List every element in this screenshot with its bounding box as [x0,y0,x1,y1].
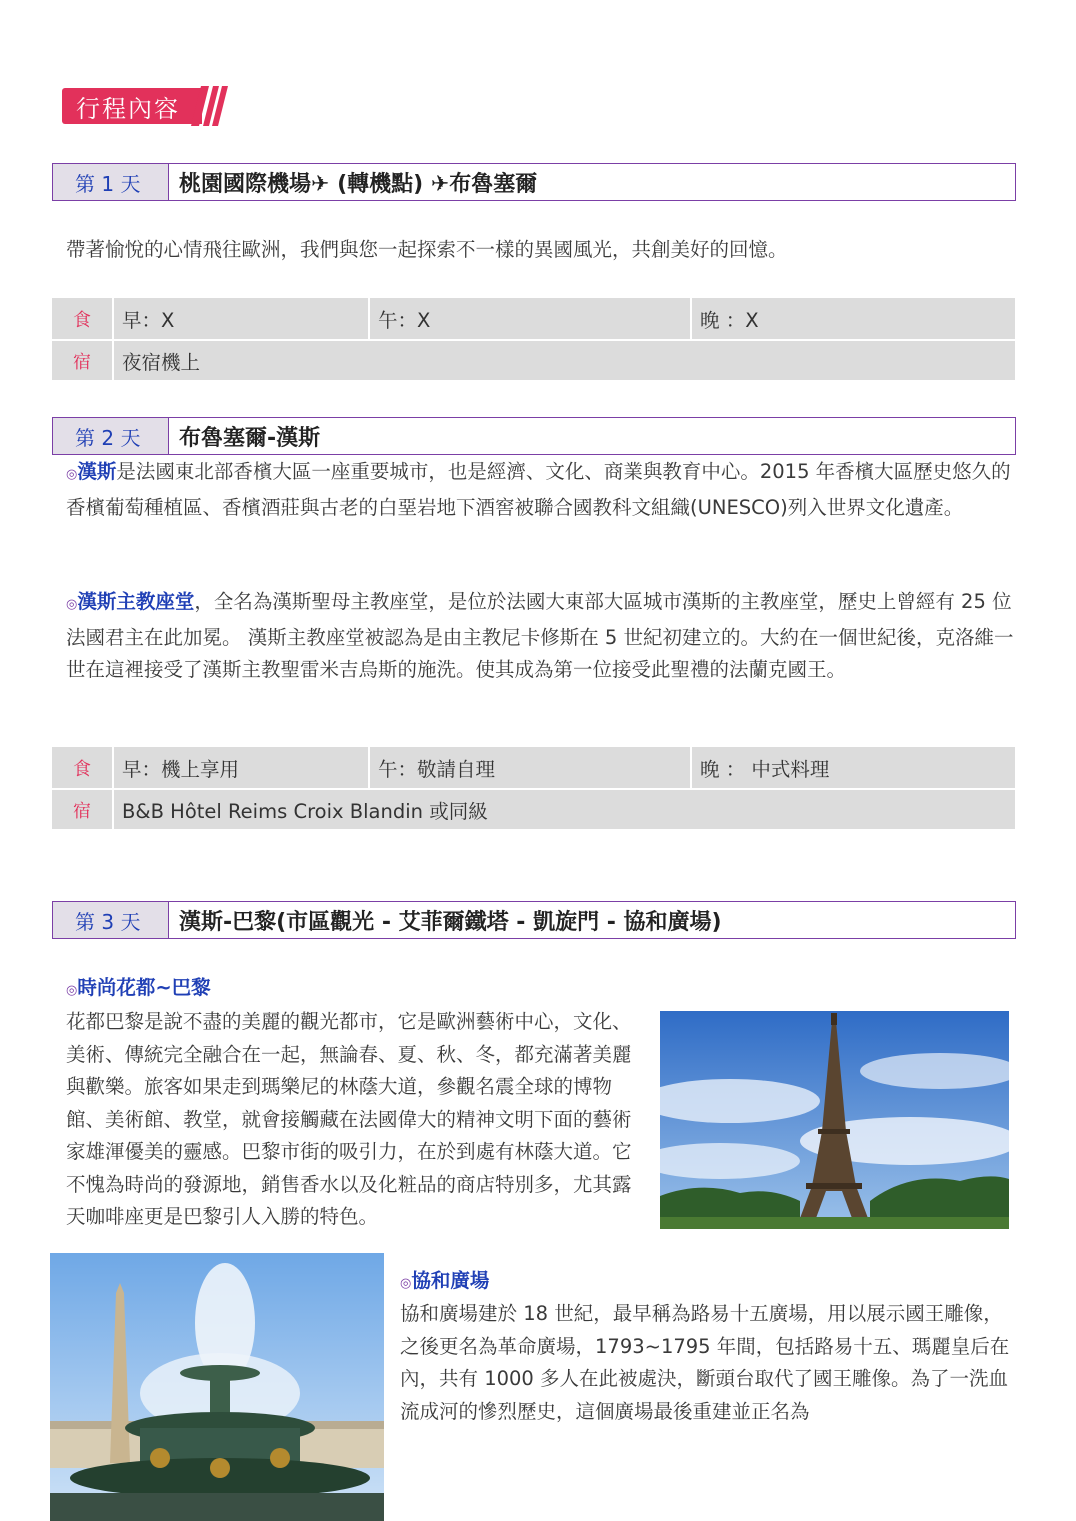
eiffel-tower-photo [660,1011,1009,1229]
day-1-header [52,163,1016,201]
day-1-label: 第 1 天 [53,164,169,200]
breakfast-cell: 早：機上享用 [112,747,368,788]
day-1-intro: 帶著愉悅的心情飛往歐洲，我們與您一起探索不一樣的異國風光，共創美好的回憶。 [66,238,788,261]
day-2-header [52,417,1016,455]
lunch-cell: 午：X [368,298,690,339]
day-2-reims-paragraph [66,456,1014,524]
lunch-cell: 午：敬請自理 [368,747,690,788]
breakfast-cell: 早：X [112,298,368,339]
meal-row [52,298,1015,339]
concorde-paragraph: 協和廣場建於 18 世紀，最早稱為路易十五廣場，用以展示國王雕像，之後更名為革命廣場，1793~1795 年間，包括路易十五、瑪麗皇后在內，共有 1000 多人在此被處決，斷頭台取代了國王雕像。為了一洗血流成河的慘烈歷史，這個廣場最後重建並正名為 [400,1302,1010,1423]
day-2-title: 布魯塞爾-漢斯 [179,425,321,451]
reims-text: 是法國東北部香檳大區一座重要城市，也是經濟、文化、商業與教育中心。2015 年香檳大區歷史悠久的香檳葡萄種植區、香檳酒莊與古老的白堊岩地下酒窖被聯合國教科文組織(UNESCO)列入世界文化遺產。 [66,460,1011,519]
concorde-fountain-photo [50,1253,384,1521]
concorde-heading-text: 協和廣場 [411,1269,490,1292]
concorde-heading [400,1265,1014,1301]
stay-row [52,339,1015,380]
bullet-icon: ◎ [66,467,78,482]
bullet-icon: ◎ [66,983,78,998]
paris-heading [66,972,656,1008]
dinner-cell: 晚 ： 中式料理 [690,747,1015,788]
meal-row [52,747,1015,788]
cathedral-name: 漢斯主教座堂 [77,590,195,613]
stay-row [52,788,1015,829]
day-1-meal-table [52,298,1015,380]
section-badge [62,86,222,128]
bullet-icon: ◎ [66,597,78,612]
day-2-cathedral-paragraph [66,586,1014,687]
bullet-icon: ◎ [400,1276,412,1291]
day-2-label: 第 2 天 [53,418,169,454]
paris-paragraph: 花都巴黎是說不盡的美麗的觀光都市，它是歐洲藝術中心，文化、美術、傳統完全融合在一起，無論春、夏、秋、冬，都充滿著美麗與歡樂。旅客如果走到瑪樂尼的林蔭大道，參觀名震全球的博物館、美術館、教堂，就會接觸藏在法國偉大的精神文明下面的藝術家雄渾優美的靈感。巴黎市街的吸引力，在於到處有林蔭大道。它不愧為時尚的發源地，銷售香水以及化粧品的商店特別多，尤其露天咖啡座更是巴黎引人入勝的特色。 [66,1010,632,1228]
day-2-meal-table [52,747,1015,829]
dinner-cell: 晚 ：X [690,298,1015,339]
stay-cell: 夜宿機上 [112,341,1015,380]
day-1-title: 桃園國際機場✈ (轉機點) ✈布魯塞爾 [179,171,538,197]
stay-cell: B&B Hôtel Reims Croix Blandin 或同級 [112,790,1015,829]
stay-key: 宿 [73,800,91,822]
cathedral-text: ，全名為漢斯聖母主教座堂，是位於法國大東部大區城市漢斯的主教座堂，歷史上曾經有 25 位法國君主在此加冕。 漢斯主教座堂被認為是由主教尼卡修斯在 5 世紀初建立的。大約在一個世紀後，克洛維一世在這裡接受了漢斯主教聖雷米吉烏斯的施洗。使其成為第一位接受此聖禮的法蘭克國王。 [66,590,1014,681]
section-badge-label: 行程內容 [62,88,202,124]
meal-key: 食 [73,758,91,780]
meal-key: 食 [73,309,91,331]
stay-key: 宿 [73,351,91,373]
paris-heading-text: 時尚花都~巴黎 [77,976,211,999]
day-3-label: 第 3 天 [53,902,169,938]
reims-name: 漢斯 [77,460,117,483]
day-3-header [52,901,1016,939]
day-3-title: 漢斯-巴黎(市區觀光 - 艾菲爾鐵塔 - 凱旋門 - 協和廣場) [179,909,722,935]
